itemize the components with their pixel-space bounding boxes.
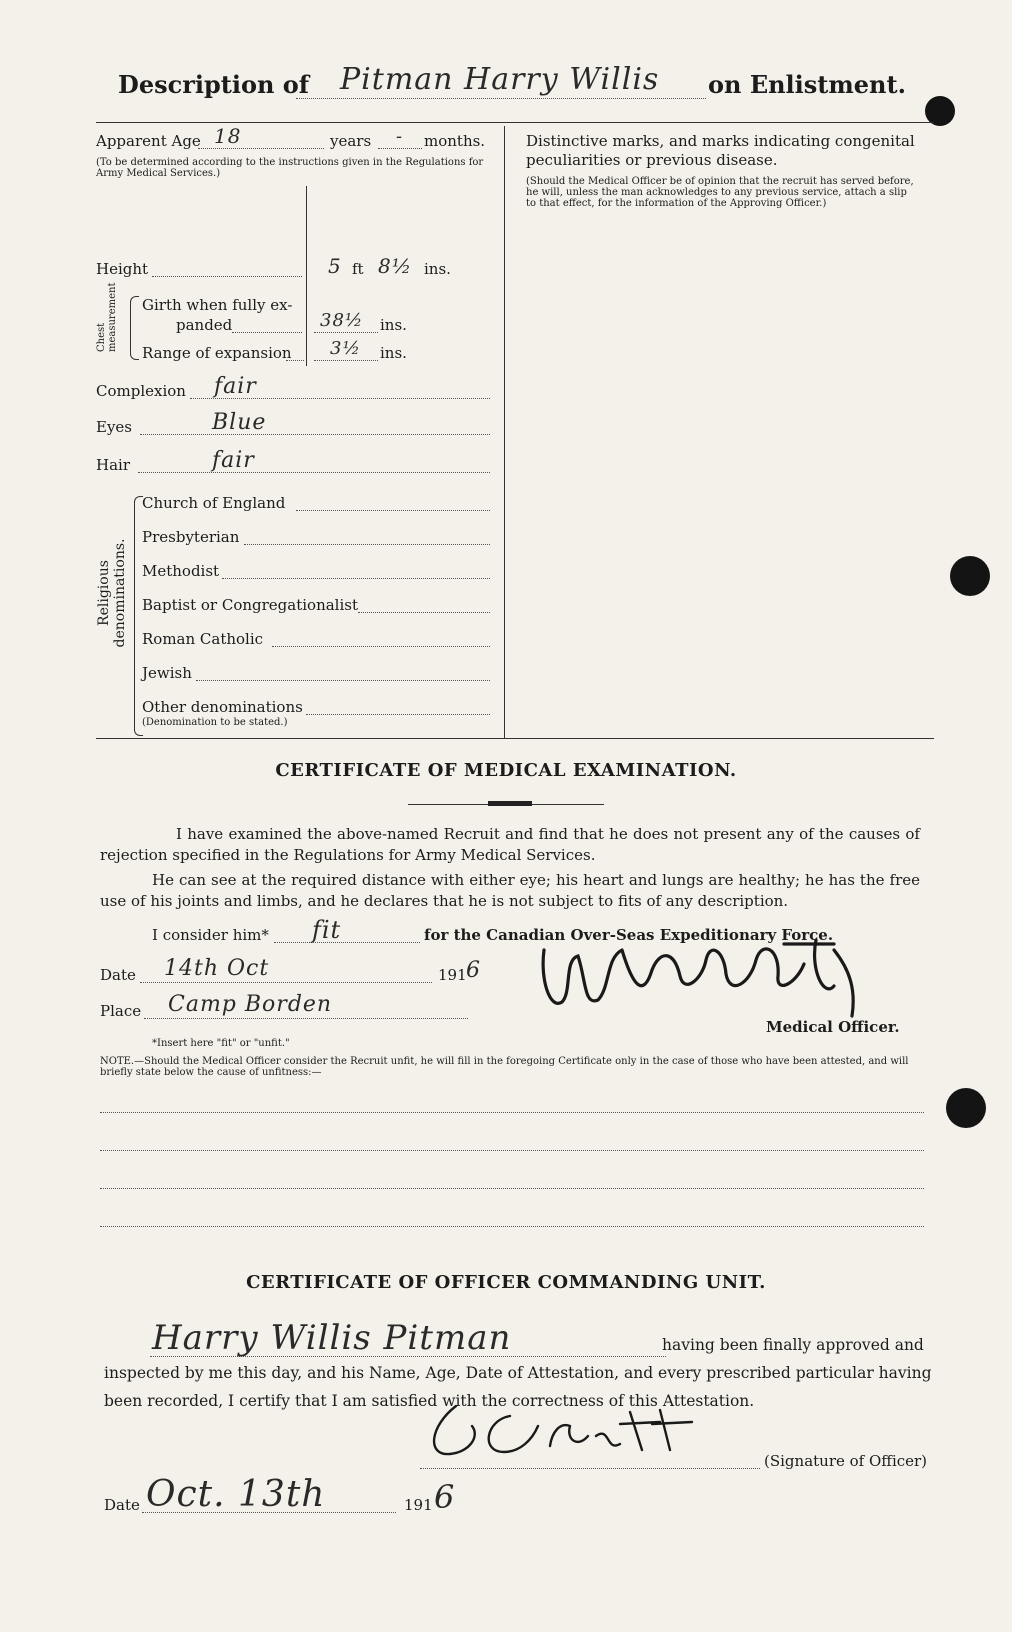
enlistee-name: Pitman Harry Willis (340, 62, 660, 97)
chest-label: Chest measurement (96, 282, 118, 352)
punch-hole-lower (946, 1088, 986, 1128)
girth-label-2: panded (176, 316, 233, 334)
place-label: Place (100, 1002, 142, 1020)
eyes-label: Eyes (96, 418, 132, 436)
signature-of-officer-label: (Signature of Officer) (764, 1452, 928, 1470)
commanding-date-label: Date (104, 1496, 140, 1514)
religion-church-of-england: Church of England (142, 494, 286, 512)
medical-cert-title: CERTIFICATE OF MEDICAL EXAMINATION. (275, 760, 737, 781)
age-value: 18 (214, 124, 242, 148)
medical-para-2: He can see at the required distance with either eye; his heart and lungs are healthy; he has the free use of his joints and limbs, and he declares that he is not subject to fits of any description. (100, 871, 920, 910)
title-left: Description of (118, 70, 310, 99)
medical-year-prefix: 191 (438, 966, 467, 984)
religion-presbyterian: Presbyterian (142, 528, 240, 546)
medical-date-value: 14th Oct (164, 956, 270, 981)
height-ft: 5 (328, 254, 342, 278)
months-label: months. (424, 132, 486, 150)
religion-jewish: Jewish (142, 664, 192, 682)
range-label: Range of expansion (142, 344, 292, 362)
girth-label-1: Girth when fully ex- (142, 296, 293, 314)
commanding-line-2: inspected by me this day, and his Name, Age, Date of Attestation, and every prescribed particular having (104, 1364, 932, 1382)
religion-roman-catholic: Roman Catholic (142, 630, 264, 648)
medical-officer-signature (534, 920, 874, 1020)
religion-label: Religious denominations. (96, 538, 128, 648)
range-ins-label: ins. (380, 344, 407, 362)
religion-other: Other denominations (142, 698, 303, 716)
commanding-name-value: Harry Willis Pitman (152, 1318, 512, 1358)
months-value: - (396, 126, 404, 147)
years-label: years (330, 132, 372, 150)
age-note: (To be determined according to the instructions given in the Regulations for Army Medical Services.) (96, 157, 484, 179)
commanding-line-3: been recorded, I certify that I am satisfied with the correctness of this Attestation. (104, 1392, 755, 1410)
hair-label: Hair (96, 456, 130, 474)
ft-label: ft (352, 260, 364, 278)
height-ins: 8½ (378, 254, 413, 278)
insert-note: *Insert here "fit" or "unfit." (152, 1038, 290, 1049)
title-right: on Enlistment. (708, 70, 906, 99)
other-denomination-note: (Denomination to be stated.) (142, 717, 288, 728)
medical-para-1: I have examined the above-named Recruit and find that he does not present any of the causes of rejection specified in the Regulations for Army Medical Services. (100, 825, 920, 864)
girth-ins-label: ins. (380, 316, 407, 334)
fitness-value: fit (312, 916, 342, 944)
distinctive-marks-label: Distinctive marks, and marks indicating congenital peculiarities or previous disease. (526, 132, 915, 169)
commanding-cert-title: CERTIFICATE OF OFFICER COMMANDING UNIT. (246, 1272, 766, 1293)
height-ins-label: ins. (424, 260, 451, 278)
unfit-note: NOTE.—Should the Medical Officer consider the Recruit unfit, he will fill in the foregoing Certificate only in the case of those who have been attested, and will briefly state below the cause of unfitness:— (100, 1056, 909, 1078)
hair-value: fair (212, 448, 255, 473)
range-value: 3½ (330, 338, 361, 359)
punch-hole-middle (950, 556, 990, 596)
medical-year-suffix: 6 (466, 958, 481, 983)
commanding-officer-signature (420, 1396, 720, 1466)
commanding-year-prefix: 191 (404, 1496, 433, 1514)
commanding-date-value: Oct. 13th (146, 1474, 326, 1515)
height-label: Height (96, 260, 149, 278)
medical-officer-label: Medical Officer. (766, 1018, 900, 1036)
distinctive-marks-note: (Should the Medical Officer be of opinion that the recruit has served before, he will, unless the man acknowledges to any previous service, attach a slip to that effect, for the information of the Approving Officer.) (526, 176, 914, 209)
complexion-value: fair (214, 374, 257, 399)
medical-date-label: Date (100, 966, 136, 984)
consider-label: I consider him* (152, 926, 269, 944)
religion-methodist: Methodist (142, 562, 220, 580)
religion-baptist: Baptist or Congregationalist (142, 596, 358, 614)
girth-value: 38½ (320, 310, 364, 331)
complexion-label: Complexion (96, 382, 186, 400)
place-value: Camp Borden (168, 992, 333, 1017)
commanding-line-1: having been finally approved and (662, 1336, 924, 1354)
apparent-age-label: Apparent Age (96, 132, 201, 150)
eyes-value: Blue (212, 410, 267, 435)
commanding-year-suffix: 6 (434, 1478, 456, 1516)
force-label: for the Canadian Over-Seas Expeditionary Force. (424, 926, 834, 944)
